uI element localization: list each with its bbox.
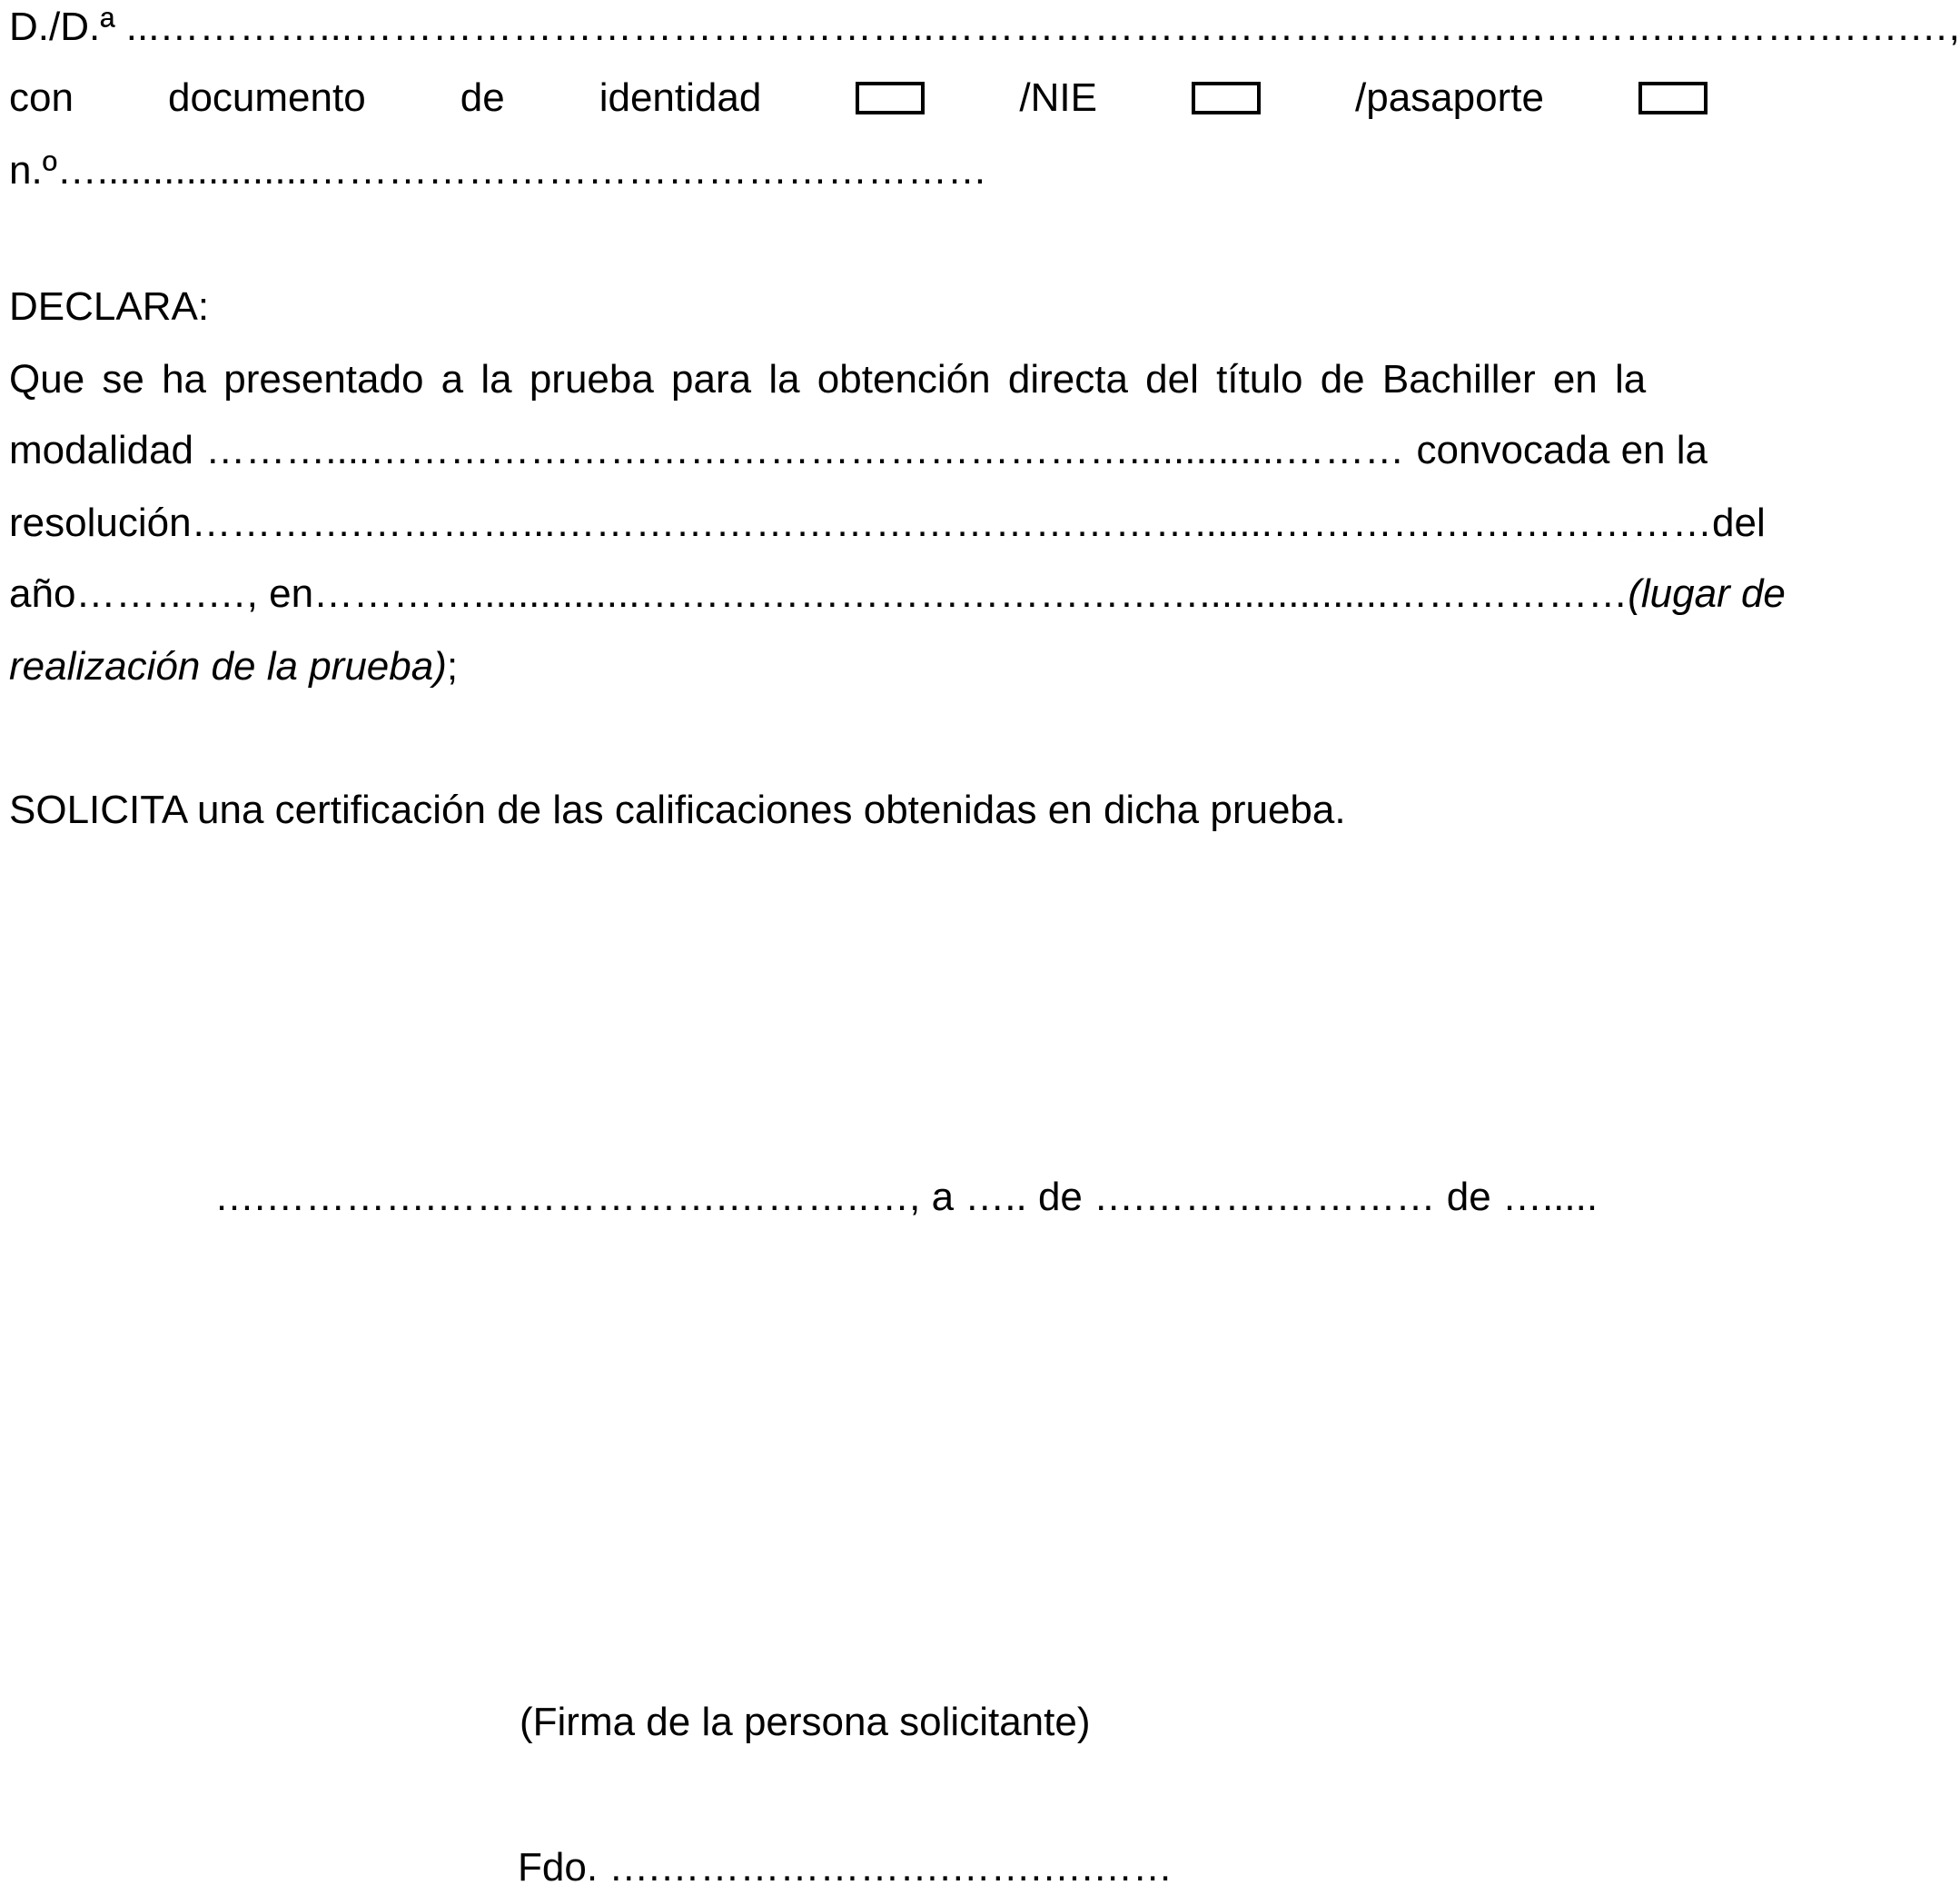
passport-label: /pasaporte: [1355, 75, 1544, 120]
document-number-line: [9, 144, 1708, 198]
name-field[interactable]: ...…………...……………………………………..…………………………………….…………..……….…….…,: [125, 5, 1960, 49]
fdo-field[interactable]: Fdo. ….………………….…….….……: [518, 1845, 1173, 1890]
name-prefix: D./D.ª: [9, 5, 115, 49]
resolucion-tail: del: [1712, 501, 1766, 545]
nie-checkbox[interactable]: [1192, 82, 1261, 114]
lugar-field[interactable]: …………...............…………………………………….................………………: [313, 571, 1628, 616]
date-line: [214, 1170, 1598, 1225]
solicita-line: [9, 783, 1708, 838]
resolucion-field[interactable]: ………….…………...………………………………………….......……………………………: [191, 501, 1713, 545]
id-word-con: con: [9, 75, 74, 120]
realizacion-text: realización de la prueba): [9, 644, 447, 689]
modalidad-tail: convocada en la: [1416, 428, 1708, 472]
realizacion-semicolon: ;: [446, 644, 459, 689]
dni-checkbox[interactable]: [856, 82, 925, 114]
modalidad-line: [9, 423, 1708, 478]
id-word-documento: documento: [167, 75, 366, 120]
fdo-line: [518, 1840, 1173, 1895]
ano-label: año: [9, 571, 76, 616]
signature-caption-text: (Firma de la persona solicitante): [520, 1700, 1091, 1744]
name-line: [9, 0, 1960, 55]
passport-checkbox[interactable]: [1638, 82, 1708, 114]
declara-text: Que se ha presentado a la prueba para la obtención directa del título de Bachiller en la: [9, 357, 1647, 402]
resolucion-label: resolución: [9, 501, 192, 545]
id-document-line: [9, 71, 1708, 125]
solicita-text: SOLICITA una certificación de las calificaciones obtenidas en dicha prueba.: [9, 788, 1346, 832]
id-word-de: de: [460, 75, 505, 120]
id-word-identidad: identidad: [599, 75, 762, 120]
realizacion-line: [9, 640, 1708, 694]
lugar-label: (lugar de: [1628, 571, 1786, 616]
declara-paragraph-line1: [9, 352, 1708, 407]
signature-caption: [520, 1695, 1090, 1750]
modalidad-label: modalidad: [9, 428, 194, 472]
document-number-field[interactable]: n.º…...................……………………………………………: [9, 148, 988, 193]
ano-line: [9, 567, 1786, 621]
ano-field[interactable]: ……….…, en: [75, 571, 314, 616]
nie-label: /NIE: [1019, 75, 1097, 120]
declara-heading-text: DECLARA:: [9, 284, 210, 329]
resolucion-line: [9, 496, 1766, 551]
date-place-field[interactable]: ….………….………………….………..…, a ….. de ….……….………… de ….....: [214, 1175, 1599, 1219]
declara-heading: [9, 280, 1708, 334]
modalidad-field[interactable]: ………....…………………………………………………..............………: [205, 428, 1405, 472]
